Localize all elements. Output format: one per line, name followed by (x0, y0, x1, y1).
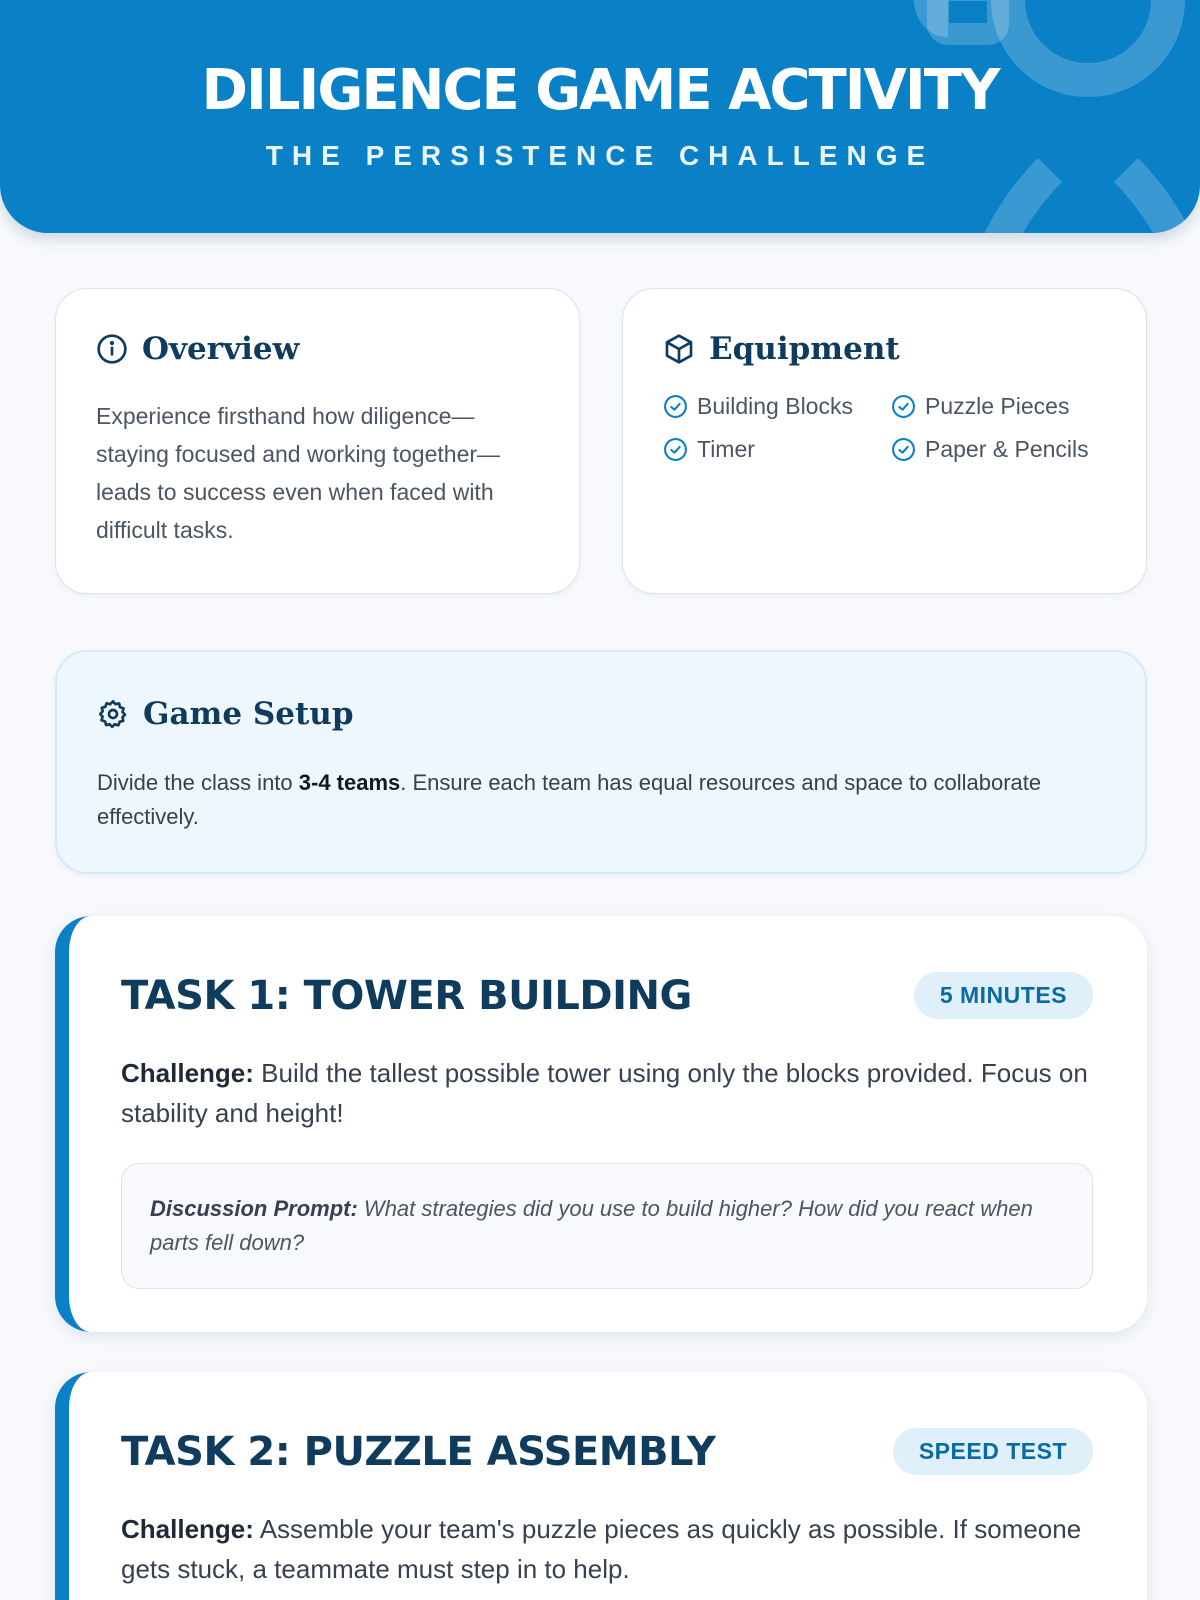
challenge-text: Build the tallest possible tower using only the blocks provided. Focus on stability and height! (121, 1058, 1088, 1128)
task-card-puzzle-assembly (55, 1372, 1147, 1600)
gear-icon (97, 698, 129, 730)
equipment-card (622, 288, 1147, 594)
check-circle-icon (891, 394, 916, 419)
task-challenge (121, 1509, 1093, 1589)
task-challenge (121, 1053, 1093, 1133)
equipment-title: Equipment (709, 331, 900, 367)
challenge-label: Challenge: (121, 1514, 254, 1544)
equipment-item (891, 436, 1119, 463)
info-icon (96, 333, 128, 365)
page-title: DILIGENCE GAME ACTIVITY (201, 58, 999, 123)
equipment-item-label: Building Blocks (697, 393, 853, 419)
cube-icon (663, 333, 695, 365)
equipment-item-label: Paper & Pencils (925, 436, 1089, 462)
task-card-tower-building (55, 916, 1147, 1332)
overview-heading (96, 331, 539, 367)
equipment-heading (663, 331, 1106, 367)
check-circle-icon (663, 437, 688, 462)
page-subtitle: THE PERSISTENCE CHALLENGE (265, 140, 935, 171)
challenge-text: Assemble your team's puzzle pieces as quickly as possible. If someone gets stuck, a teammate must step in to help. (121, 1514, 1082, 1584)
task-title: TASK 1: TOWER BUILDING (121, 972, 692, 1019)
discussion-prompt (121, 1163, 1093, 1289)
task-badge: 5 MINUTES (914, 972, 1093, 1019)
overview-card (55, 288, 580, 594)
task-title: TASK 2: PUZZLE ASSEMBLY (121, 1428, 716, 1475)
challenge-label: Challenge: (121, 1058, 254, 1088)
check-circle-icon (891, 437, 916, 462)
game-setup-card (55, 650, 1147, 874)
setup-text-start: Divide the class into (97, 770, 299, 795)
setup-title: Game Setup (143, 696, 354, 732)
task-header (121, 1428, 1093, 1475)
task-header (121, 972, 1093, 1019)
overview-text: Experience firsthand how diligence—staying focused and working together—leads to success even when faced with difficult tasks. (96, 403, 501, 543)
equipment-item (663, 393, 891, 420)
task-badge: SPEED TEST (893, 1428, 1093, 1475)
equipment-item-label: Puzzle Pieces (925, 393, 1070, 419)
check-circle-icon (663, 394, 688, 419)
overview-title: Overview (142, 331, 300, 367)
setup-text-end: . Ensure each team has equal resources and space to collaborate effectively. (97, 770, 1042, 829)
page-header (0, 0, 1200, 233)
setup-text (97, 766, 1057, 834)
setup-team-count: 3-4 teams (298, 770, 401, 795)
equipment-item-label: Timer (697, 436, 755, 462)
equipment-item (891, 393, 1119, 420)
prompt-text: What strategies did you use to build higher? How did you react when parts fell down? (150, 1196, 1033, 1255)
prompt-label: Discussion Prompt: (150, 1196, 358, 1221)
equipment-item (663, 436, 891, 463)
equipment-list (663, 393, 1106, 463)
setup-heading (97, 696, 1105, 732)
